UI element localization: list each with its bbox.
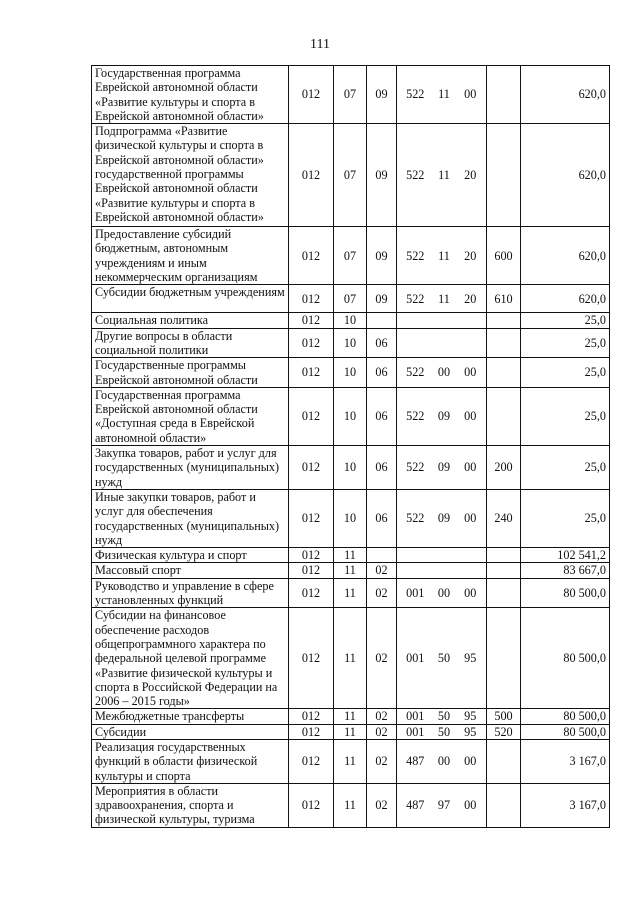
amount-cell: 25,0 — [521, 489, 610, 547]
budget-table — [91, 65, 610, 828]
target-article-part2-cell: 00 — [430, 739, 459, 783]
expense-type-cell: 240 — [487, 489, 521, 547]
table-row — [92, 328, 610, 358]
table-row — [92, 313, 610, 328]
expense-type-cell — [487, 563, 521, 578]
expense-type-cell — [487, 548, 521, 563]
ministry-code-cell: 012 — [289, 783, 334, 827]
expense-type-cell: 520 — [487, 724, 521, 739]
subsection-code-cell: 09 — [367, 66, 397, 124]
table-row — [92, 489, 610, 547]
section-code-cell: 07 — [334, 285, 367, 313]
expense-type-cell — [487, 313, 521, 328]
amount-cell: 80 500,0 — [521, 608, 610, 709]
row-name-cell: Другие вопросы в области социальной политики — [92, 328, 289, 358]
row-name-cell: Подпрограмма «Развитие физической культуры и спорта в Еврейской автономной области» государственной программы Еврейской автономной области «Развитие культуры и спорта в Еврейской автономной области» — [92, 124, 289, 227]
page-number: 111 — [310, 37, 330, 52]
table-body — [92, 66, 610, 828]
amount-cell: 620,0 — [521, 227, 610, 285]
target-article-part2-cell: 00 — [430, 358, 459, 388]
target-article-part1-cell — [397, 313, 430, 328]
amount-cell: 3 167,0 — [521, 739, 610, 783]
table-row — [92, 783, 610, 827]
section-code-cell: 11 — [334, 724, 367, 739]
target-article-part3-cell: 20 — [459, 124, 487, 227]
table-row — [92, 387, 610, 445]
ministry-code-cell: 012 — [289, 548, 334, 563]
ministry-code-cell: 012 — [289, 387, 334, 445]
target-article-part1-cell: 487 — [397, 739, 430, 783]
amount-cell: 102 541,2 — [521, 548, 610, 563]
target-article-part3-cell: 00 — [459, 783, 487, 827]
section-code-cell: 10 — [334, 328, 367, 358]
target-article-part2-cell — [430, 328, 459, 358]
amount-cell: 25,0 — [521, 328, 610, 358]
section-code-cell: 11 — [334, 578, 367, 608]
amount-cell: 620,0 — [521, 285, 610, 313]
amount-cell: 80 500,0 — [521, 578, 610, 608]
subsection-code-cell: 02 — [367, 578, 397, 608]
expense-type-cell — [487, 608, 521, 709]
table-row — [92, 66, 610, 124]
row-name-cell: Социальная политика — [92, 313, 289, 328]
target-article-part1-cell: 001 — [397, 724, 430, 739]
target-article-part1-cell: 522 — [397, 446, 430, 490]
ministry-code-cell: 012 — [289, 313, 334, 328]
subsection-code-cell: 02 — [367, 739, 397, 783]
table-row — [92, 227, 610, 285]
expense-type-cell — [487, 783, 521, 827]
target-article-part2-cell: 09 — [430, 387, 459, 445]
ministry-code-cell: 012 — [289, 227, 334, 285]
target-article-part2-cell: 50 — [430, 709, 459, 724]
subsection-code-cell: 06 — [367, 328, 397, 358]
ministry-code-cell: 012 — [289, 66, 334, 124]
section-code-cell: 10 — [334, 446, 367, 490]
target-article-part2-cell: 11 — [430, 124, 459, 227]
table-row — [92, 739, 610, 783]
subsection-code-cell: 02 — [367, 783, 397, 827]
target-article-part1-cell: 522 — [397, 387, 430, 445]
target-article-part1-cell — [397, 328, 430, 358]
amount-cell: 80 500,0 — [521, 724, 610, 739]
subsection-code-cell: 09 — [367, 227, 397, 285]
ministry-code-cell: 012 — [289, 124, 334, 227]
target-article-part3-cell: 00 — [459, 739, 487, 783]
target-article-part3-cell: 00 — [459, 387, 487, 445]
ministry-code-cell: 012 — [289, 724, 334, 739]
subsection-code-cell: 06 — [367, 358, 397, 388]
target-article-part2-cell — [430, 563, 459, 578]
section-code-cell: 11 — [334, 783, 367, 827]
table-row — [92, 548, 610, 563]
section-code-cell: 11 — [334, 709, 367, 724]
target-article-part2-cell: 50 — [430, 724, 459, 739]
target-article-part1-cell: 001 — [397, 608, 430, 709]
target-article-part1-cell: 487 — [397, 783, 430, 827]
row-name-cell: Иные закупки товаров, работ и услуг для обеспечения государственных (муниципальных) нужд — [92, 489, 289, 547]
section-code-cell: 11 — [334, 563, 367, 578]
target-article-part3-cell: 95 — [459, 724, 487, 739]
target-article-part1-cell: 522 — [397, 66, 430, 124]
section-code-cell: 10 — [334, 358, 367, 388]
ministry-code-cell: 012 — [289, 563, 334, 578]
ministry-code-cell: 012 — [289, 578, 334, 608]
target-article-part2-cell: 50 — [430, 608, 459, 709]
row-name-cell: Реализация государственных функций в области физической культуры и спорта — [92, 739, 289, 783]
ministry-code-cell: 012 — [289, 489, 334, 547]
amount-cell: 25,0 — [521, 446, 610, 490]
row-name-cell: Государственная программа Еврейской автономной области «Доступная среда в Еврейской автономной области» — [92, 387, 289, 445]
target-article-part3-cell — [459, 328, 487, 358]
expense-type-cell: 200 — [487, 446, 521, 490]
row-name-cell: Физическая культура и спорт — [92, 548, 289, 563]
subsection-code-cell: 09 — [367, 124, 397, 227]
amount-cell: 620,0 — [521, 124, 610, 227]
subsection-code-cell: 02 — [367, 724, 397, 739]
row-name-cell: Субсидии — [92, 724, 289, 739]
ministry-code-cell: 012 — [289, 608, 334, 709]
subsection-code-cell — [367, 313, 397, 328]
table-row — [92, 608, 610, 709]
subsection-code-cell: 06 — [367, 489, 397, 547]
ministry-code-cell: 012 — [289, 285, 334, 313]
target-article-part1-cell: 522 — [397, 489, 430, 547]
expense-type-cell — [487, 578, 521, 608]
subsection-code-cell: 02 — [367, 709, 397, 724]
target-article-part1-cell: 001 — [397, 578, 430, 608]
subsection-code-cell: 02 — [367, 563, 397, 578]
target-article-part3-cell: 95 — [459, 608, 487, 709]
target-article-part2-cell: 11 — [430, 66, 459, 124]
ministry-code-cell: 012 — [289, 446, 334, 490]
section-code-cell: 11 — [334, 548, 367, 563]
amount-cell: 620,0 — [521, 66, 610, 124]
target-article-part1-cell: 522 — [397, 124, 430, 227]
subsection-code-cell: 09 — [367, 285, 397, 313]
target-article-part3-cell: 20 — [459, 227, 487, 285]
target-article-part2-cell: 11 — [430, 227, 459, 285]
expense-type-cell — [487, 66, 521, 124]
ministry-code-cell: 012 — [289, 358, 334, 388]
expense-type-cell: 600 — [487, 227, 521, 285]
expense-type-cell — [487, 124, 521, 227]
target-article-part1-cell: 522 — [397, 227, 430, 285]
expense-type-cell — [487, 739, 521, 783]
target-article-part3-cell: 00 — [459, 489, 487, 547]
target-article-part2-cell: 11 — [430, 285, 459, 313]
expense-type-cell — [487, 328, 521, 358]
target-article-part3-cell: 00 — [459, 66, 487, 124]
amount-cell: 25,0 — [521, 358, 610, 388]
target-article-part2-cell — [430, 313, 459, 328]
target-article-part3-cell — [459, 563, 487, 578]
subsection-code-cell: 06 — [367, 446, 397, 490]
section-code-cell: 10 — [334, 489, 367, 547]
row-name-cell: Руководство и управление в сфере установленных функций — [92, 578, 289, 608]
target-article-part1-cell — [397, 563, 430, 578]
section-code-cell: 11 — [334, 608, 367, 709]
amount-cell: 25,0 — [521, 313, 610, 328]
section-code-cell: 07 — [334, 66, 367, 124]
row-name-cell: Закупка товаров, работ и услуг для государственных (муниципальных) нужд — [92, 446, 289, 490]
section-code-cell: 10 — [334, 387, 367, 445]
target-article-part2-cell: 97 — [430, 783, 459, 827]
table-row — [92, 563, 610, 578]
expense-type-cell: 610 — [487, 285, 521, 313]
table-row — [92, 358, 610, 388]
ministry-code-cell: 012 — [289, 739, 334, 783]
ministry-code-cell: 012 — [289, 709, 334, 724]
table-row — [92, 124, 610, 227]
section-code-cell: 07 — [334, 124, 367, 227]
row-name-cell: Государственные программы Еврейской автономной области — [92, 358, 289, 388]
section-code-cell: 07 — [334, 227, 367, 285]
target-article-part2-cell: 09 — [430, 446, 459, 490]
row-name-cell: Государственная программа Еврейской автономной области «Развитие культуры и спорта в Еврейской автономной области» — [92, 66, 289, 124]
table-row — [92, 709, 610, 724]
row-name-cell: Субсидии на финансовое обеспечение расходов общепрограммного характера по федеральной целевой программе «Развитие физической культуры и спорта в Российской Федерации на 2006 – 2015 годы» — [92, 608, 289, 709]
target-article-part3-cell — [459, 313, 487, 328]
expense-type-cell — [487, 387, 521, 445]
amount-cell: 25,0 — [521, 387, 610, 445]
target-article-part1-cell: 522 — [397, 358, 430, 388]
amount-cell: 3 167,0 — [521, 783, 610, 827]
subsection-code-cell — [367, 548, 397, 563]
amount-cell: 83 667,0 — [521, 563, 610, 578]
subsection-code-cell: 02 — [367, 608, 397, 709]
target-article-part3-cell: 00 — [459, 358, 487, 388]
table-row — [92, 724, 610, 739]
target-article-part3-cell: 95 — [459, 709, 487, 724]
subsection-code-cell: 06 — [367, 387, 397, 445]
expense-type-cell: 500 — [487, 709, 521, 724]
table-row — [92, 285, 610, 313]
target-article-part1-cell: 522 — [397, 285, 430, 313]
row-name-cell: Субсидии бюджетным учреждениям — [92, 285, 289, 313]
target-article-part2-cell: 00 — [430, 578, 459, 608]
target-article-part1-cell — [397, 548, 430, 563]
table-row — [92, 578, 610, 608]
section-code-cell: 10 — [334, 313, 367, 328]
target-article-part3-cell — [459, 548, 487, 563]
target-article-part1-cell: 001 — [397, 709, 430, 724]
table-row — [92, 446, 610, 490]
target-article-part3-cell: 00 — [459, 446, 487, 490]
target-article-part3-cell: 00 — [459, 578, 487, 608]
target-article-part3-cell: 20 — [459, 285, 487, 313]
amount-cell: 80 500,0 — [521, 709, 610, 724]
section-code-cell: 11 — [334, 739, 367, 783]
row-name-cell: Мероприятия в области здравоохранения, спорта и физической культуры, туризма — [92, 783, 289, 827]
row-name-cell: Межбюджетные трансферты — [92, 709, 289, 724]
target-article-part2-cell — [430, 548, 459, 563]
ministry-code-cell: 012 — [289, 328, 334, 358]
row-name-cell: Предоставление субсидий бюджетным, автономным учреждениям и иным некоммерческим организациям — [92, 227, 289, 285]
expense-type-cell — [487, 358, 521, 388]
target-article-part2-cell: 09 — [430, 489, 459, 547]
row-name-cell: Массовый спорт — [92, 563, 289, 578]
